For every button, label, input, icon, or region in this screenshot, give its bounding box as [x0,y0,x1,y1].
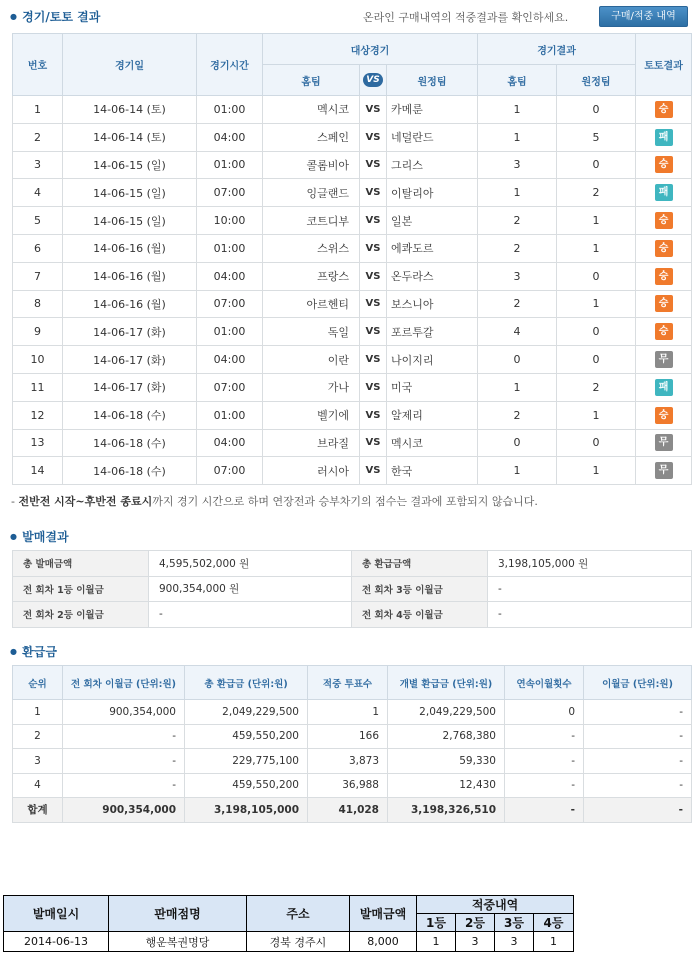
result-home-team: 이란 [263,346,360,374]
refund-cell: - [584,724,692,749]
result-vs: VS [360,457,387,485]
result-date: 14-06-17 (화) [63,318,197,346]
result-toto [636,318,692,346]
result-away-team: 보스니아 [387,290,478,318]
result-time: 04:00 [197,346,263,374]
result-date: 14-06-15 (일) [63,207,197,235]
header-time: 경기시간 [197,34,263,96]
results-table [12,33,692,485]
result-vs: VS [360,318,387,346]
result-toto [636,151,692,179]
result-row [13,262,692,290]
result-time: 01:00 [197,151,263,179]
refund-cell: - [584,700,692,725]
refund-cell: 459,550,200 [185,724,308,749]
purchase-header-address: 주소 [247,896,350,932]
result-away-score: 0 [557,151,636,179]
result-away-score: 0 [557,429,636,457]
refund-section-title [10,643,57,660]
result-number: 9 [13,318,63,346]
result-away-team: 온두라스 [387,262,478,290]
result-home-score: 2 [478,290,557,318]
refund-header: 적중 투표수 [308,666,388,700]
purchase-shop: 행운복권명당 [109,932,247,952]
refund-cell: 합계 [13,798,63,823]
result-date: 14-06-16 (월) [63,234,197,262]
win-badge: 승 [655,156,673,173]
refund-cell: 0 [505,700,584,725]
result-toto [636,290,692,318]
result-away-team: 이탈리아 [387,179,478,207]
refund-cell: 1 [13,700,63,725]
result-away-score: 2 [557,179,636,207]
result-away-team: 포르투갈 [387,318,478,346]
result-away-team: 알제리 [387,401,478,429]
refund-row [13,724,692,749]
note-bold: 전반전 시작~후반전 종료시 [18,495,153,508]
refund-cell: 2,768,380 [388,724,505,749]
result-home-score: 3 [478,151,557,179]
refund-cell: 900,354,000 [63,798,185,823]
result-toto [636,429,692,457]
result-number: 4 [13,179,63,207]
result-time: 01:00 [197,234,263,262]
refund-row [13,773,692,798]
refund-title: 환급금 [22,645,57,659]
result-away-score: 1 [557,401,636,429]
result-date: 14-06-17 (화) [63,373,197,401]
result-away-team: 멕시코 [387,429,478,457]
result-date: 14-06-17 (화) [63,346,197,374]
purchase-amount: 8,000 [350,932,417,952]
header-score-away: 원정팀 [557,65,636,96]
draw-badge: 무 [655,351,673,368]
win-badge: 승 [655,212,673,229]
result-row [13,179,692,207]
purchase-history-button[interactable]: 구매/적중 내역 [599,6,688,27]
refund-cell: 1 [308,700,388,725]
result-time: 07:00 [197,457,263,485]
sales-row [13,576,692,602]
refund-cell: 12,430 [388,773,505,798]
header-number: 번호 [13,34,63,96]
result-row [13,290,692,318]
purchase-date: 2014-06-13 [4,932,109,952]
header-date: 경기일 [63,34,197,96]
result-home-team: 멕시코 [263,96,360,124]
result-vs: VS [360,151,387,179]
result-away-score: 1 [557,290,636,318]
result-away-score: 1 [557,234,636,262]
refund-header: 순위 [13,666,63,700]
result-home-team: 잉글랜드 [263,179,360,207]
refund-header: 연속이월횟수 [505,666,584,700]
sales-value: 3,198,105,000 원 [488,551,692,577]
result-away-team: 에콰도르 [387,234,478,262]
result-row [13,234,692,262]
result-away-team: 나이지리 [387,346,478,374]
purchase-header-rank: 1등 [417,914,456,932]
result-vs: VS [360,401,387,429]
refund-cell: 36,988 [308,773,388,798]
note-text [11,493,538,509]
bullet-icon: ● [10,532,17,541]
result-home-score: 2 [478,234,557,262]
draw-badge: 무 [655,462,673,479]
purchase-hit: 1 [417,932,456,952]
result-away-score: 5 [557,123,636,151]
result-date: 14-06-18 (수) [63,401,197,429]
sales-section-title [10,528,69,545]
refund-cell: - [505,724,584,749]
refund-header: 이월금 (단위:원) [584,666,692,700]
refund-total-row [13,798,692,823]
result-away-team: 그리스 [387,151,478,179]
result-home-team: 스위스 [263,234,360,262]
result-number: 7 [13,262,63,290]
result-away-team: 카메룬 [387,96,478,124]
result-number: 3 [13,151,63,179]
result-home-team: 프랑스 [263,262,360,290]
result-home-score: 3 [478,262,557,290]
header-away-team: 원정팀 [387,65,478,96]
refund-cell: - [63,773,185,798]
result-toto [636,123,692,151]
result-time: 10:00 [197,207,263,235]
result-away-score: 1 [557,457,636,485]
note-prefix: - [11,495,19,508]
result-home-score: 1 [478,457,557,485]
result-vs: VS [360,96,387,124]
result-time: 07:00 [197,290,263,318]
result-vs: VS [360,234,387,262]
result-time: 01:00 [197,401,263,429]
result-number: 6 [13,234,63,262]
refund-cell: 900,354,000 [63,700,185,725]
header-score: 경기결과 [478,34,636,65]
result-home-team: 러시아 [263,457,360,485]
result-home-team: 독일 [263,318,360,346]
result-toto [636,401,692,429]
result-date: 14-06-14 (토) [63,96,197,124]
refund-cell: 166 [308,724,388,749]
result-home-score: 2 [478,207,557,235]
purchase-header-date: 발매일시 [4,896,109,932]
win-badge: 승 [655,323,673,340]
result-number: 13 [13,429,63,457]
result-toto [636,207,692,235]
result-home-score: 1 [478,373,557,401]
header-home-team: 홈팀 [263,65,360,96]
header-toto: 토토결과 [636,34,692,96]
lose-badge: 패 [655,379,673,396]
sales-title: 발매결과 [22,530,69,544]
header-score-home: 홈팀 [478,65,557,96]
result-vs: VS [360,179,387,207]
bullet-icon: ● [10,12,17,21]
refund-cell: 2,049,229,500 [185,700,308,725]
bullet-icon: ● [10,647,17,656]
intro-text: 온라인 구매내역의 적중결과를 확인하세요. [363,11,569,24]
result-number: 14 [13,457,63,485]
vs-badge-icon: VS [363,73,383,87]
result-toto [636,262,692,290]
result-away-score: 0 [557,346,636,374]
sales-label: 전 회차 4등 이월금 [352,602,488,628]
refund-header: 총 환급금 (단위:원) [185,666,308,700]
result-home-team: 스페인 [263,123,360,151]
result-number: 1 [13,96,63,124]
result-toto [636,373,692,401]
refund-cell: 2 [13,724,63,749]
result-home-score: 0 [478,346,557,374]
result-home-score: 2 [478,401,557,429]
sales-value: - [149,602,352,628]
result-home-team: 벨기에 [263,401,360,429]
result-home-team: 코트디부 [263,207,360,235]
purchase-header-amount: 발매금액 [350,896,417,932]
result-away-score: 2 [557,373,636,401]
result-row [13,123,692,151]
sales-row [13,551,692,577]
refund-cell: - [584,798,692,823]
lose-badge: 패 [655,184,673,201]
result-toto [636,179,692,207]
result-number: 12 [13,401,63,429]
result-row [13,96,692,124]
result-row [13,207,692,235]
result-number: 5 [13,207,63,235]
purchase-header-rank: 4등 [534,914,574,932]
result-row [13,151,692,179]
refund-row [13,749,692,774]
result-vs: VS [360,262,387,290]
refund-cell: 41,028 [308,798,388,823]
result-home-team: 브라질 [263,429,360,457]
lose-badge: 패 [655,129,673,146]
refund-cell: 229,775,100 [185,749,308,774]
purchase-hit: 1 [534,932,574,952]
result-vs: VS [360,123,387,151]
sales-label: 전 회차 2등 이월금 [13,602,149,628]
purchase-table [3,895,574,952]
purchase-hit: 3 [495,932,534,952]
purchase-header-hits: 적중내역 [417,896,574,914]
result-vs: VS [360,207,387,235]
refund-table [12,665,692,823]
results-section-title [10,8,100,25]
result-time: 04:00 [197,123,263,151]
result-home-score: 1 [478,123,557,151]
header-match: 대상경기 [263,34,478,65]
result-away-score: 0 [557,318,636,346]
refund-cell: 459,550,200 [185,773,308,798]
refund-cell: 2,049,229,500 [388,700,505,725]
result-time: 07:00 [197,373,263,401]
result-vs: VS [360,373,387,401]
refund-cell: - [584,773,692,798]
purchase-hit: 3 [456,932,495,952]
sales-value: 4,595,502,000 원 [149,551,352,577]
refund-cell: 3,873 [308,749,388,774]
result-time: 04:00 [197,262,263,290]
header-vs [360,65,387,96]
result-row [13,373,692,401]
result-time: 01:00 [197,318,263,346]
result-date: 14-06-18 (수) [63,429,197,457]
refund-row [13,700,692,725]
win-badge: 승 [655,295,673,312]
result-date: 14-06-15 (일) [63,151,197,179]
result-date: 14-06-16 (월) [63,262,197,290]
sales-label: 총 환급금액 [352,551,488,577]
result-number: 8 [13,290,63,318]
win-badge: 승 [655,407,673,424]
sales-table [12,550,692,628]
refund-cell: - [505,749,584,774]
refund-cell: - [584,749,692,774]
result-row [13,457,692,485]
result-toto [636,96,692,124]
result-away-score: 1 [557,207,636,235]
refund-cell: - [505,798,584,823]
result-date: 14-06-14 (토) [63,123,197,151]
note-rest: 까지 경기 시간으로 하며 연장전과 승부차기의 점수는 결과에 포함되지 않습니다. [152,495,538,508]
refund-header: 전 회차 이월금 (단위:원) [63,666,185,700]
result-home-team: 콜롬비아 [263,151,360,179]
result-away-team: 한국 [387,457,478,485]
result-vs: VS [360,429,387,457]
result-time: 04:00 [197,429,263,457]
result-home-score: 1 [478,96,557,124]
result-row [13,346,692,374]
result-home-team: 아르헨티 [263,290,360,318]
result-home-score: 0 [478,429,557,457]
win-badge: 승 [655,101,673,118]
result-away-team: 미국 [387,373,478,401]
result-time: 01:00 [197,96,263,124]
result-toto [636,457,692,485]
result-row [13,429,692,457]
sales-value: - [488,602,692,628]
refund-cell: 3 [13,749,63,774]
result-vs: VS [360,290,387,318]
refund-cell: - [63,749,185,774]
win-badge: 승 [655,240,673,257]
result-date: 14-06-18 (수) [63,457,197,485]
sales-label: 전 회차 3등 이월금 [352,576,488,602]
result-home-team: 가나 [263,373,360,401]
result-date: 14-06-15 (일) [63,179,197,207]
refund-cell: 4 [13,773,63,798]
result-number: 10 [13,346,63,374]
result-toto [636,234,692,262]
refund-cell: 3,198,326,510 [388,798,505,823]
result-away-team: 일본 [387,207,478,235]
purchase-row [4,932,574,952]
purchase-address: 경북 경주시 [247,932,350,952]
result-row [13,401,692,429]
refund-cell: 59,330 [388,749,505,774]
refund-cell: - [63,724,185,749]
sales-value: - [488,576,692,602]
result-number: 2 [13,123,63,151]
win-badge: 승 [655,268,673,285]
draw-badge: 무 [655,434,673,451]
purchase-header-rank: 3등 [495,914,534,932]
result-home-score: 4 [478,318,557,346]
results-title: 경기/토토 결과 [22,10,101,24]
result-row [13,318,692,346]
result-toto [636,346,692,374]
refund-cell: 3,198,105,000 [185,798,308,823]
sales-label: 총 발매금액 [13,551,149,577]
sales-value: 900,354,000 원 [149,576,352,602]
result-away-score: 0 [557,96,636,124]
purchase-header-shop: 판매점명 [109,896,247,932]
result-vs: VS [360,346,387,374]
result-away-score: 0 [557,262,636,290]
refund-header: 개별 환급금 (단위:원) [388,666,505,700]
refund-cell: - [505,773,584,798]
result-number: 11 [13,373,63,401]
sales-label: 전 회차 1등 이월금 [13,576,149,602]
result-home-score: 1 [478,179,557,207]
sales-row [13,602,692,628]
result-time: 07:00 [197,179,263,207]
result-away-team: 네덜란드 [387,123,478,151]
purchase-header-rank: 2등 [456,914,495,932]
result-date: 14-06-16 (월) [63,290,197,318]
